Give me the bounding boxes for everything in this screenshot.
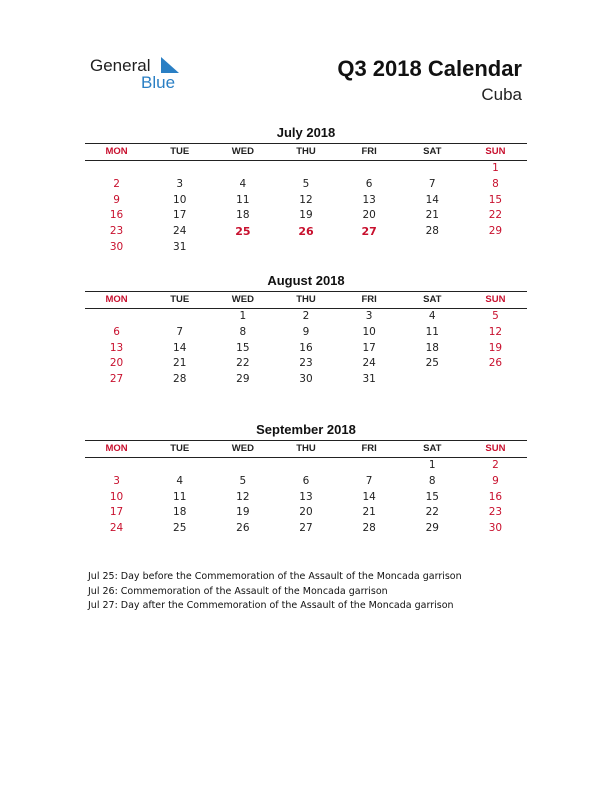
day-cell: 31 bbox=[173, 240, 187, 253]
holiday-note: Jul 27: Day after the Commemoration of the Assault of the Moncada garrison bbox=[88, 600, 454, 612]
day-cell: 6 bbox=[365, 177, 373, 190]
day-cell: 16 bbox=[299, 341, 313, 354]
day-cell: 5 bbox=[492, 310, 499, 322]
day-cell: 9 bbox=[113, 193, 120, 206]
weekday-mon: MON bbox=[105, 146, 128, 157]
day-cell: 7 bbox=[176, 325, 184, 338]
weekday-tue: TUE bbox=[170, 146, 190, 157]
day-cell: 18 bbox=[173, 506, 187, 519]
day-cell: 3 bbox=[113, 474, 120, 487]
logo-blue-text: Blue bbox=[141, 73, 176, 92]
holiday-note: Jul 26: Commemoration of the Assault of the Moncada garrison bbox=[88, 585, 388, 597]
day-cell: 15 bbox=[488, 193, 503, 206]
weekday-fri: FRI bbox=[361, 443, 377, 454]
day-cell: 13 bbox=[362, 193, 376, 206]
weekday-wed: WED bbox=[231, 443, 254, 454]
empty-day-cell bbox=[148, 458, 211, 474]
day-cell: 29 bbox=[236, 373, 250, 386]
day-cell: 1 bbox=[492, 162, 499, 174]
holiday-notes bbox=[88, 570, 462, 615]
day-cell: 22 bbox=[236, 357, 250, 370]
day-cell: 28 bbox=[362, 522, 376, 535]
day-cell: 21 bbox=[173, 357, 187, 370]
page-title: Q3 2018 Calendar bbox=[337, 56, 522, 81]
weekday-thu: THU bbox=[296, 146, 316, 157]
day-cell: 20 bbox=[299, 506, 313, 519]
empty-day-cell bbox=[85, 309, 148, 325]
day-cell: 2 bbox=[302, 310, 310, 322]
day-grid bbox=[85, 458, 527, 537]
day-cell: 2 bbox=[492, 459, 499, 471]
day-cell: 24 bbox=[362, 357, 376, 370]
day-cell: 23 bbox=[488, 506, 503, 519]
empty-day-cell bbox=[211, 161, 274, 177]
day-cell: 28 bbox=[173, 373, 187, 386]
day-cell: 7 bbox=[365, 474, 373, 487]
day-cell: 16 bbox=[109, 209, 124, 222]
weekday-sat: SAT bbox=[423, 294, 442, 305]
day-cell: 6 bbox=[302, 474, 310, 487]
day-cell: 5 bbox=[239, 474, 247, 487]
day-cell: 17 bbox=[173, 209, 187, 222]
month-title: September 2018 bbox=[256, 422, 356, 437]
day-cell: 19 bbox=[488, 341, 503, 354]
day-cell: 17 bbox=[109, 506, 124, 519]
month-august bbox=[85, 273, 527, 388]
day-cell: 13 bbox=[109, 341, 124, 354]
day-cell: 30 bbox=[488, 522, 503, 535]
empty-day-cell bbox=[148, 309, 211, 325]
day-cell: 5 bbox=[302, 177, 310, 190]
day-cell: 13 bbox=[299, 490, 313, 503]
holiday-day-cell: 25 bbox=[235, 225, 251, 239]
empty-day-cell bbox=[211, 458, 274, 474]
month-july bbox=[85, 125, 527, 256]
empty-day-cell bbox=[338, 161, 401, 177]
holiday-day-cell: 27 bbox=[361, 225, 377, 239]
day-cell: 21 bbox=[425, 209, 439, 222]
month-title: August 2018 bbox=[267, 273, 345, 288]
day-cell: 26 bbox=[236, 522, 250, 535]
weekday-header bbox=[85, 440, 527, 458]
day-cell: 23 bbox=[299, 357, 313, 370]
day-cell: 20 bbox=[362, 209, 376, 222]
weekday-wed: WED bbox=[231, 294, 254, 305]
day-cell: 27 bbox=[109, 373, 124, 386]
day-cell: 7 bbox=[428, 177, 436, 190]
day-cell: 27 bbox=[299, 522, 313, 535]
day-cell: 26 bbox=[488, 357, 503, 370]
day-cell: 3 bbox=[176, 177, 184, 190]
day-cell: 18 bbox=[425, 341, 439, 354]
weekday-mon: MON bbox=[105, 294, 128, 305]
day-cell: 30 bbox=[299, 373, 313, 386]
day-cell: 19 bbox=[299, 209, 313, 222]
weekday-header bbox=[85, 143, 527, 161]
weekday-sat: SAT bbox=[423, 146, 442, 157]
day-grid bbox=[85, 309, 527, 388]
day-cell: 4 bbox=[239, 177, 247, 190]
country-name: Cuba bbox=[481, 85, 522, 104]
day-cell: 3 bbox=[365, 310, 373, 322]
empty-day-cell bbox=[85, 161, 148, 177]
day-cell: 8 bbox=[239, 325, 247, 338]
day-cell: 24 bbox=[173, 225, 187, 238]
day-cell: 1 bbox=[428, 459, 436, 471]
day-cell: 30 bbox=[109, 240, 124, 253]
day-cell: 8 bbox=[492, 177, 499, 190]
day-cell: 17 bbox=[362, 341, 376, 354]
day-cell: 28 bbox=[425, 225, 439, 238]
weekday-sat: SAT bbox=[423, 443, 442, 454]
weekday-sun: SUN bbox=[485, 294, 506, 305]
day-cell: 14 bbox=[425, 193, 439, 206]
day-grid bbox=[85, 161, 527, 256]
day-cell: 10 bbox=[109, 490, 124, 503]
month-title: July 2018 bbox=[276, 125, 336, 140]
day-cell: 19 bbox=[236, 506, 250, 519]
day-cell: 16 bbox=[488, 490, 503, 503]
day-cell: 15 bbox=[236, 341, 250, 354]
day-cell: 18 bbox=[236, 209, 250, 222]
logo-triangle-icon bbox=[161, 57, 179, 73]
weekday-thu: THU bbox=[296, 294, 316, 305]
day-cell: 24 bbox=[109, 522, 124, 535]
weekday-sun: SUN bbox=[485, 146, 506, 157]
day-cell: 11 bbox=[173, 490, 187, 503]
day-cell: 25 bbox=[173, 522, 187, 535]
empty-day-cell bbox=[274, 458, 337, 474]
weekday-thu: THU bbox=[296, 443, 316, 454]
empty-day-cell bbox=[338, 458, 401, 474]
weekday-fri: FRI bbox=[361, 146, 377, 157]
month-september bbox=[85, 422, 527, 537]
empty-day-cell bbox=[274, 161, 337, 177]
day-cell: 10 bbox=[362, 325, 376, 338]
day-cell: 11 bbox=[236, 193, 250, 206]
day-cell: 9 bbox=[302, 325, 310, 338]
day-cell: 10 bbox=[173, 193, 187, 206]
holiday-note: Jul 25: Day before the Commemoration of the Assault of the Moncada garrison bbox=[88, 571, 462, 582]
day-cell: 1 bbox=[239, 310, 247, 322]
day-cell: 29 bbox=[425, 522, 439, 535]
day-cell: 22 bbox=[425, 506, 439, 519]
day-cell: 15 bbox=[425, 490, 439, 503]
day-cell: 21 bbox=[362, 506, 376, 519]
day-cell: 14 bbox=[173, 341, 187, 354]
empty-day-cell bbox=[148, 161, 211, 177]
weekday-mon: MON bbox=[105, 443, 128, 454]
day-cell: 6 bbox=[113, 325, 120, 338]
day-cell: 31 bbox=[362, 373, 376, 386]
logo-general-text: General bbox=[90, 56, 151, 75]
day-cell: 11 bbox=[425, 325, 439, 338]
weekday-tue: TUE bbox=[170, 294, 190, 305]
weekday-tue: TUE bbox=[170, 443, 190, 454]
day-cell: 4 bbox=[428, 310, 436, 322]
empty-day-cell bbox=[85, 458, 148, 474]
holiday-day-cell: 26 bbox=[298, 225, 314, 239]
weekday-wed: WED bbox=[231, 146, 254, 157]
day-cell: 25 bbox=[425, 357, 439, 370]
day-cell: 12 bbox=[488, 325, 503, 338]
day-cell: 9 bbox=[492, 474, 499, 487]
day-cell: 12 bbox=[299, 193, 313, 206]
weekday-fri: FRI bbox=[361, 294, 377, 305]
weekday-sun: SUN bbox=[485, 443, 506, 454]
day-cell: 12 bbox=[236, 490, 250, 503]
day-cell: 8 bbox=[428, 474, 436, 487]
generalblue-logo bbox=[90, 56, 200, 96]
day-cell: 2 bbox=[113, 177, 120, 190]
day-cell: 22 bbox=[488, 209, 503, 222]
weekday-header bbox=[85, 291, 527, 309]
day-cell: 29 bbox=[488, 225, 503, 238]
day-cell: 4 bbox=[176, 474, 184, 487]
day-cell: 14 bbox=[362, 490, 376, 503]
day-cell: 20 bbox=[109, 357, 124, 370]
empty-day-cell bbox=[401, 161, 464, 177]
day-cell: 23 bbox=[109, 225, 124, 238]
